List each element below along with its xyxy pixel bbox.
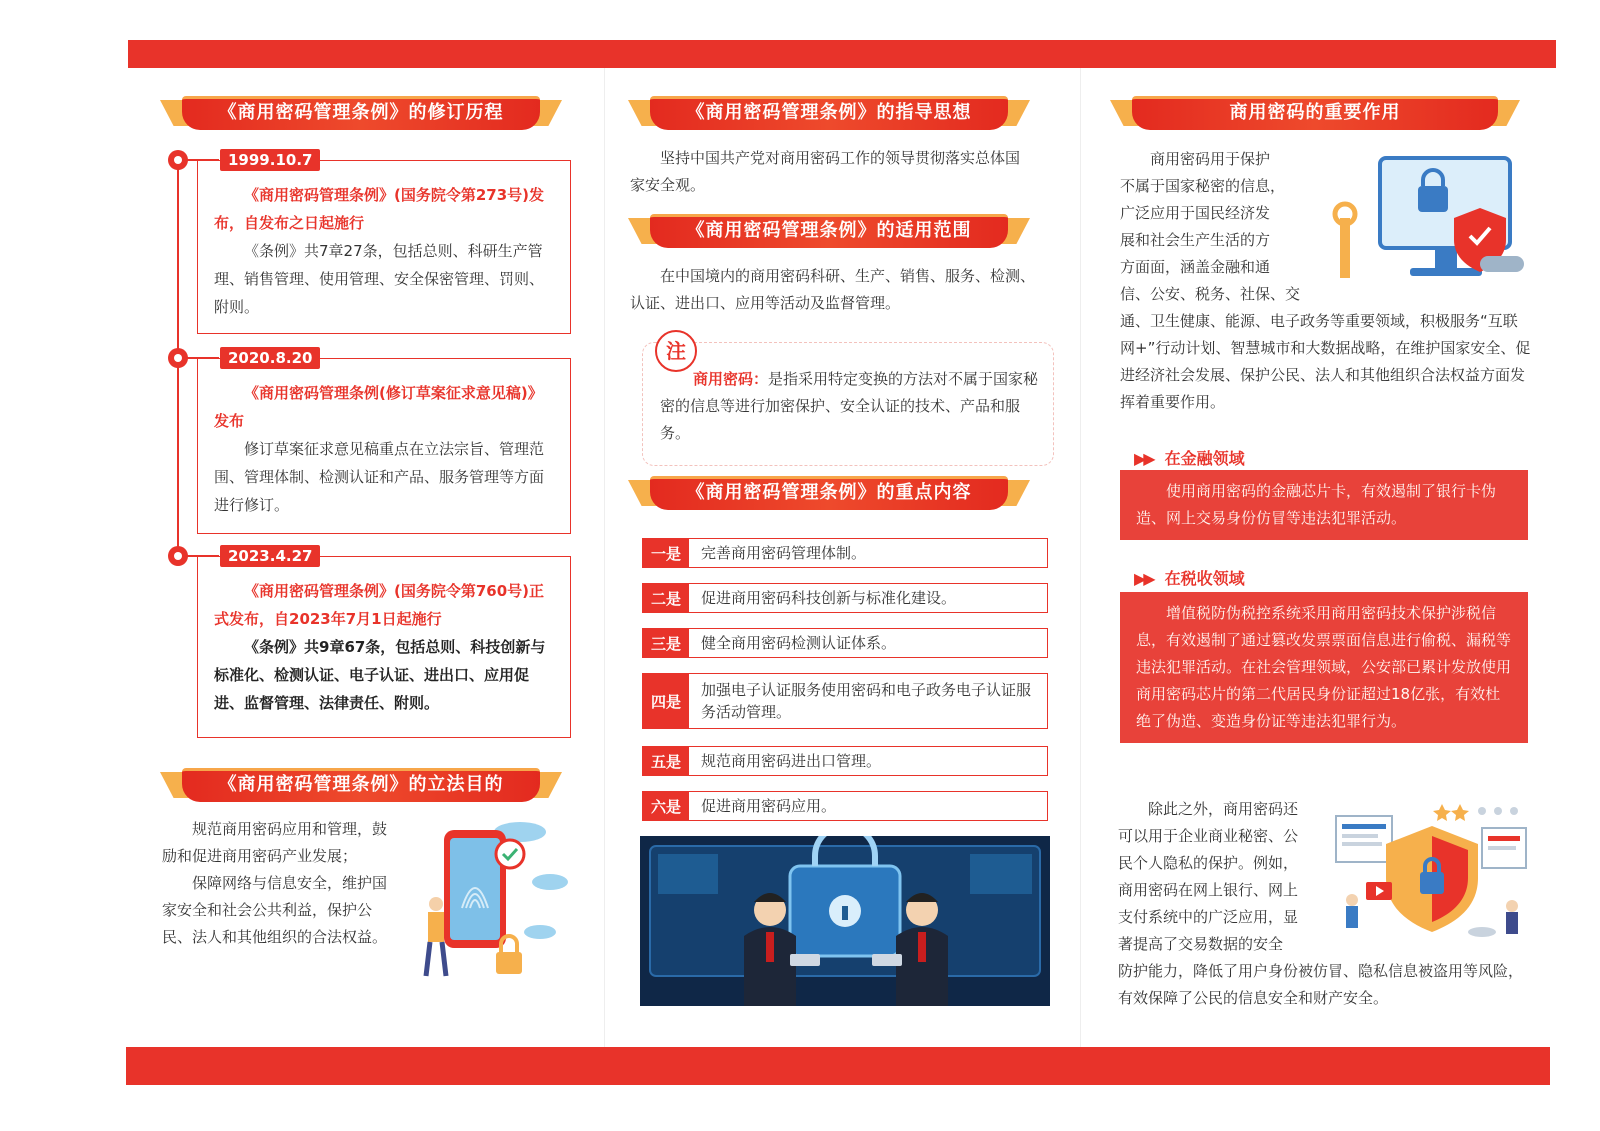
extra-line: 民个人隐私的保护。例如， [1118,854,1299,872]
bottom-red-band [126,1047,1550,1085]
extra-line: 著提高了交易数据的安全 [1118,935,1284,953]
key-point-label: 二是 [643,584,689,612]
history-title: 《商用密码管理条例》的修订历程 [218,102,504,123]
role-line: 商用密码用于保护 [1150,150,1271,168]
role-line: 展和社会生产生活的方 [1120,231,1271,249]
timeline-headline: 《商用密码管理条例》(国务院令第273号)发布，自发布之日起施行 [214,186,545,232]
note-term: 商用密码： [693,370,769,388]
timeline-dot [168,546,188,566]
panel-fold-1 [604,68,605,1047]
role-intro [1120,146,1330,308]
top-red-band [128,40,1556,68]
role-line: 信、公安、税务、社保、交 [1120,285,1301,303]
scope-banner [628,214,1030,248]
timeline-body: 《条例》共9章67条，包括总则、科技创新与标准化、检测认证、电子认证、进出口、应用促进、监督管理、法律责任、附则。 [214,638,546,712]
scope-title: 《商用密码管理条例》的适用范围 [686,220,972,241]
security-monitor-illustration [1330,148,1530,298]
key-point-row [642,746,1048,776]
timeline-headline: 《商用密码管理条例》(国务院令第760号)正式发布，自2023年7月1日起施行 [214,582,545,628]
privacy-protection-illustration [1332,796,1532,946]
key-point-text: 规范商用密码进出口管理。 [701,752,882,770]
extra-intro [1118,796,1328,958]
timeline-date: 1999.10.7 [220,149,320,171]
lock-meeting-illustration [640,836,1050,1006]
key-point-text: 健全商用密码检测认证体系。 [701,634,897,652]
key-point-label: 一是 [643,539,689,567]
tax-title: 在税收领域 [1164,569,1245,588]
finance-heading [1134,446,1245,469]
role-banner [1110,96,1520,130]
guiding-text: 坚持中国共产党对商用密码工作的领导贯彻落实总体国家安全观。 [630,149,1021,194]
extra-line: 除此之外，商用密码还 [1148,800,1299,818]
purpose-banner [160,768,562,802]
key-point-row [642,583,1048,613]
scope-text: 在中国境内的商用密码科研、生产、销售、服务、检测、认证、进出口、应用等活动及监督管理。 [630,267,1036,312]
purpose-paragraph-1: 规范商用密码应用和管理，鼓励和促进商用密码产业发展； [162,820,388,865]
timeline-headline: 《商用密码管理条例(修订草案征求意见稿)》发布 [214,384,543,430]
fingerprint-security-illustration [410,812,570,1002]
tax-heading [1134,566,1245,589]
double-arrow-icon: ▶▶ [1134,569,1153,588]
timeline-body: 修订草案征求意见稿重点在立法宗旨、管理范围、管理体制、检测认证和产品、服务管理等方面进行修订。 [214,440,545,514]
purpose-title: 《商用密码管理条例》的立法目的 [218,774,504,795]
key-point-row [642,791,1048,821]
timeline-dot [168,348,188,368]
key-content-title: 《商用密码管理条例》的重点内容 [686,482,972,503]
timeline-date: 2020.8.20 [220,347,320,369]
role-line: 广泛应用于国民经济发 [1120,204,1271,222]
timeline-entry-2 [197,358,571,534]
extra-line: 商用密码在网上银行、网上 [1118,881,1299,899]
extra-line: 可以用于企业商业秘密、公 [1118,827,1299,845]
finance-title: 在金融领域 [1164,449,1245,468]
panel-fold-2 [1080,68,1081,1047]
extra-line: 支付系统中的广泛应用，显 [1118,908,1299,926]
timeline-body: 《条例》共7章27条，包括总则、科研生产管理、销售管理、使用管理、安全保密管理、罚则、附则。 [214,242,545,316]
role-title: 商用密码的重要作用 [1229,102,1401,123]
key-point-row [642,538,1048,568]
finance-box: 使用商用密码的金融芯片卡，有效遏制了银行卡伪造、网上交易身份仿冒等违法犯罪活动。 [1120,470,1528,540]
guiding-banner [628,96,1030,130]
key-point-label: 五是 [643,747,689,775]
guiding-title: 《商用密码管理条例》的指导思想 [686,102,972,123]
note-text [660,366,1040,447]
extra-text: 防护能力，降低了用户身份被仿冒、隐私信息被盗用等风险，有效保障了公民的信息安全和财产安全。 [1118,962,1524,1007]
double-arrow-icon: ▶▶ [1134,449,1153,468]
key-point-text: 促进商用密码科技创新与标准化建设。 [701,589,957,607]
timeline-dot [168,150,188,170]
key-point-row [642,673,1048,729]
note-badge: 注 [655,330,697,372]
key-point-label: 三是 [643,629,689,657]
note-definition: 是指采用特定变换的方法对不属于国家秘密的信息等进行加密保护、安全认证的技术、产品和服务。 [660,370,1039,442]
role-line: 不属于国家秘密的信息， [1120,177,1286,195]
purpose-paragraph-2: 保障网络与信息安全，维护国家安全和社会公共利益，保护公民、法人和其他组织的合法权益。 [162,874,388,946]
key-point-text: 促进商用密码应用。 [701,797,837,815]
purpose-text [162,816,396,951]
key-point-label: 四是 [643,674,689,728]
timeline-date: 2023.4.27 [220,545,320,567]
timeline-entry-3 [197,556,571,738]
key-point-text: 完善商用密码管理体制。 [701,544,867,562]
role-text: 通、卫生健康、能源、电子政务等重要领域，积极服务“互联网+”行动计划、智慧城市和大数据战略，在维护国家安全、促进经济社会发展、保护公民、法人和其他组织合法权益方面发挥着重要作用。 [1120,312,1531,411]
tax-box: 增值税防伪税控系统采用商用密码技术保护涉税信息，有效遏制了通过篡改发票票面信息进行偷税、漏税等违法犯罪活动。在社会管理领域，公安部已累计发放使用商用密码芯片的第二代居民身份证超过18亿张，有效杜绝了伪造、变造身份证等违法犯罪行为。 [1120,592,1528,743]
key-point-row [642,628,1048,658]
timeline-entry-1 [197,160,571,334]
key-point-text: 加强电子认证服务使用密码和电子政务电子认证服务活动管理。 [701,681,1032,721]
key-point-label: 六是 [643,792,689,820]
history-banner [160,96,562,130]
role-line: 方面面，涵盖金融和通 [1120,258,1271,276]
key-content-banner [628,476,1030,510]
